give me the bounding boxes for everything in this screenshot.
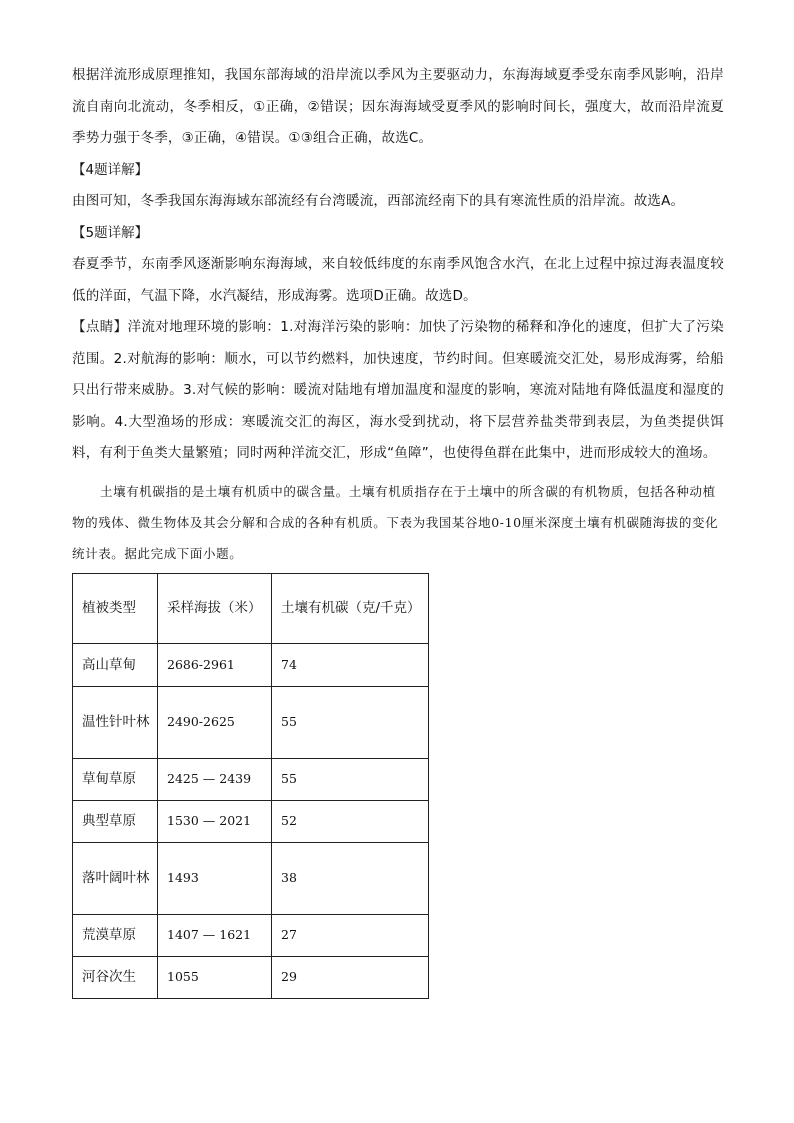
header-cell-carbon: 土壤有机碳（克/千克）: [272, 573, 429, 643]
table-row: [73, 956, 429, 998]
cell-carbon: 38: [272, 842, 429, 914]
question-intro: 土壤有机碳指的是土壤有机质中的碳含量。土壤有机质指存在于土壤中的所含碳的有机物质，包括各种动植物的残体、微生物体及其会分解和合成的各种有机质。下表为我国某谷地0-10厘米深度土壤有机碳随海拔的变化统计表。据此完成下面小题。: [72, 483, 719, 561]
cell-altitude: 1055: [158, 956, 272, 998]
table-row: [73, 686, 429, 758]
cell-vegetation: 高山草甸: [73, 643, 158, 686]
cell-vegetation: 草甸草原: [73, 758, 158, 800]
table-row: [73, 643, 429, 686]
cell-vegetation: 温性针叶林: [73, 686, 158, 758]
cell-carbon: 74: [272, 643, 429, 686]
table-body: [73, 573, 429, 998]
table-header-row: [73, 573, 429, 643]
cell-vegetation: 荒漠草原: [73, 914, 158, 956]
cell-altitude: 2425 — 2439: [158, 758, 272, 800]
cell-carbon: 52: [272, 800, 429, 842]
cell-altitude: 2490-2625: [158, 686, 272, 758]
cell-altitude: 2686-2961: [158, 643, 272, 686]
cell-vegetation: 落叶阔叶林: [73, 842, 158, 914]
soil-carbon-table: [72, 573, 429, 999]
cell-carbon: 55: [272, 686, 429, 758]
cell-carbon: 29: [272, 956, 429, 998]
header-cell-vegetation: 植被类型: [73, 573, 158, 643]
cell-vegetation: 典型草原: [73, 800, 158, 842]
cell-carbon: 27: [272, 914, 429, 956]
heading-q5: 【5题详解】: [72, 224, 149, 241]
cell-vegetation: 河谷次生: [73, 956, 158, 998]
explanation-q3: 根据洋流形成原理推知，我国东部海域的沿岸流以季风为主要驱动力，东海海域夏季受东南季风影响，沿岸流自南向北流动，冬季相反，①正确，②错误；因东海海域受夏季风的影响时间长，强度大，故而沿岸流夏季势力强于冬季，③正确，④错误。①③组合正确，故选C。: [72, 67, 724, 146]
explanation-q5: 春夏季节，东南季风逐渐影响东海海域，来自较低纬度的东南季风饱含水汽，在北上过程中掠过海表温度较低的洋面，气温下降，水汽凝结，形成海雾。选项D正确。故选D。: [72, 256, 724, 304]
cell-altitude: 1530 — 2021: [158, 800, 272, 842]
table-row: [73, 914, 429, 956]
document-page: [72, 60, 724, 999]
cell-altitude: 1493: [158, 842, 272, 914]
header-cell-altitude: 采样海拔（米）: [158, 573, 272, 643]
explanation-q4: 由图可知，冬季我国东海海域东部流经有台湾暖流，西部流经南下的具有寒流性质的沿岸流。故选A。: [72, 193, 685, 209]
tip-paragraph: 【点睛】洋流对地理环境的影响：1.对海洋污染的影响：加快了污染物的稀释和净化的速度，但扩大了污染范围。2.对航海的影响：顺水，可以节约燃料，加快速度，节约时间。但寒暖流交汇处，易形成海雾，给船只出行带来威胁。3.对气候的影响：暖流对陆地有增加温度和湿度的影响，寒流对陆地有降低温度和湿度的影响。4.大型渔场的形成：寒暖流交汇的海区，海水受到扰动，将下层营养盐类带到表层，为鱼类提供饵料，有利于鱼类大量繁殖；同时两种洋流交汇，形成“鱼障”，也使得鱼群在此集中，进而形成较大的渔场。: [72, 319, 724, 461]
table-row: [73, 800, 429, 842]
table-row: [73, 842, 429, 914]
table-row: [73, 758, 429, 800]
heading-q4: 【4题详解】: [72, 161, 149, 178]
cell-altitude: 1407 — 1621: [158, 914, 272, 956]
cell-carbon: 55: [272, 758, 429, 800]
